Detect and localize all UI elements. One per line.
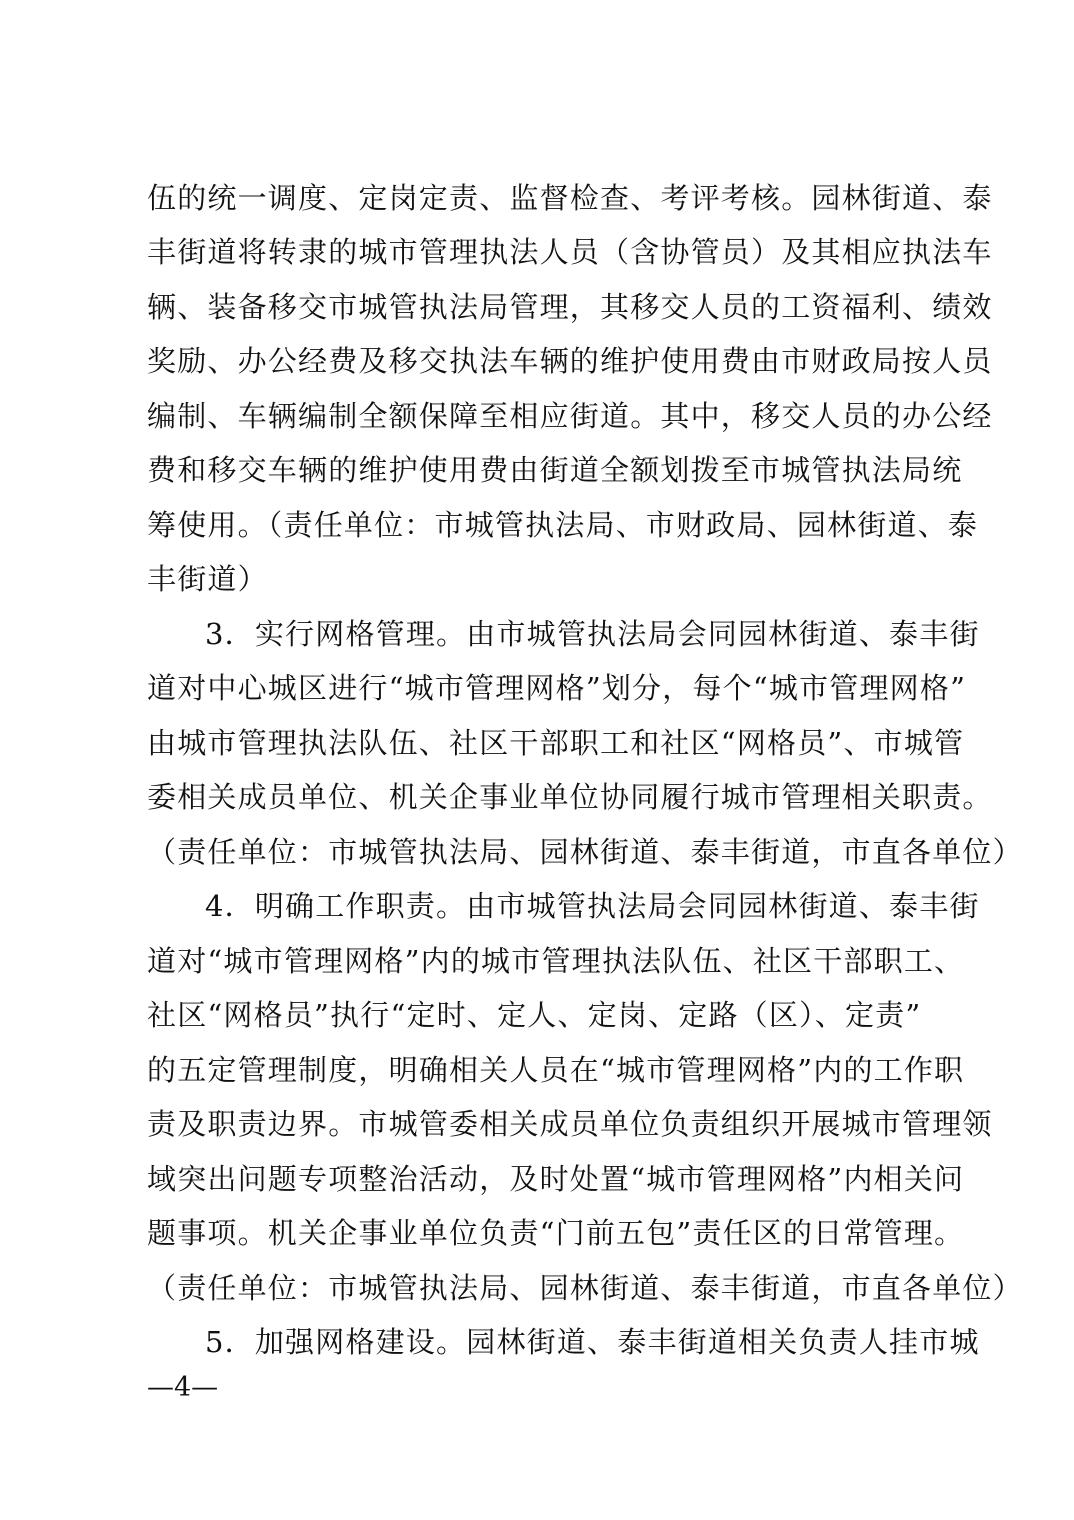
text-line: 题事项。机关企事业单位负责“门前五包”责任区的日常管理。 [147,1216,965,1250]
paragraph-3-first-line: 3．实行网格管理。由市城管执法局会同园林街道、泰丰街 [205,617,980,651]
text-line: 奖励、办公经费及移交执法车辆的维护使用费由市财政局按人员 [147,344,993,378]
text-line: 委相关成员单位、机关企事业单位协同履行城市管理相关职责。 [147,780,993,814]
text-line: （责任单位：市城管执法局、园林街道、泰丰街道，市直各单位） [147,1271,1023,1305]
paragraph-5-first-line: 5．加强网格建设。园林街道、泰丰街道相关负责人挂市城 [205,1325,980,1359]
text-line: 域突出问题专项整治活动，及时处置“城市管理网格”内相关问 [147,1162,965,1196]
text-line: （责任单位：市城管执法局、园林街道、泰丰街道，市直各单位） [147,835,1023,869]
text-line: 丰街道将转隶的城市管理执法人员（含协管员）及其相应执法车 [147,235,993,269]
text-line: 由城市管理执法队伍、社区干部职工和社区“网格员”、市城管 [147,726,965,760]
text-line: 责及职责边界。市城管委相关成员单位负责组织开展城市管理领 [147,1107,993,1141]
text-line: 伍的统一调度、定岗定责、监督检查、考评考核。园林街道、泰 [147,181,993,215]
text-line: 辆、装备移交市城管执法局管理，其移交人员的工资福利、绩效 [147,290,993,324]
text-line: 社区“网格员”执行“定时、定人、定岗、定路（区）、定责” [147,998,922,1032]
text-line: 丰街道） [147,562,268,596]
text-line: 的五定管理制度，明确相关人员在“城市管理网格”内的工作职 [147,1053,965,1087]
page-number: —4— [147,1372,219,1403]
text-line: 道对“城市管理网格”内的城市管理执法队伍、社区干部职工、 [147,944,965,978]
paragraph-4-first-line: 4．明确工作职责。由市城管执法局会同园林街道、泰丰街 [205,889,980,923]
text-line: 编制、车辆编制全额保障至相应街道。其中，移交人员的办公经 [147,399,993,433]
text-line: 费和移交车辆的维护使用费由街道全额划拨至市城管执法局统 [147,453,963,487]
text-line: 道对中心城区进行“城市管理网格”划分，每个“城市管理网格” [147,671,967,705]
text-line: 筹使用。（责任单位：市城管执法局、市财政局、园林街道、泰 [147,508,979,542]
